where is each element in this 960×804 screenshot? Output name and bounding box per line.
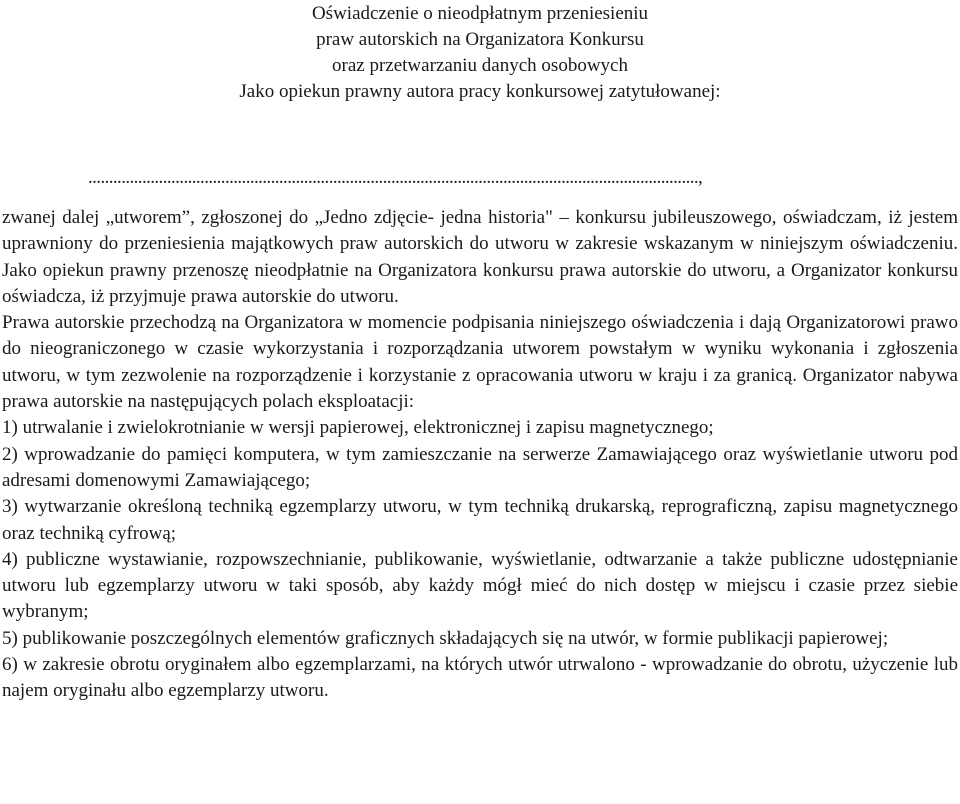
list-item-field-2: 2) wprowadzanie do pamięci komputera, w tym zamieszczanie na serwerze Zamawiającego oraz wyświetlanie utworu pod adresami domenowymi Zamawiającego;: [2, 443, 958, 491]
title-line-3: oraz przetwarzaniu danych osobowych: [332, 55, 628, 76]
paragraph-rights-transfer: Prawa autorskie przechodzą na Organizatora w momencie podpisania niniejszego oświadczenia i dają Organizatorowi prawo do nieograniczonego w czasie wykorzystania i rozporządzania utworem powstałym w wyniku wykonania i zgłoszenia utworu, w tym zezwolenie na rozporządzenie i korzystanie z opracowania utworu w kraju i za granicą. Organizator nabywa prawa autorskie na następujących polach eksploatacji:: [2, 312, 958, 413]
title-line-1: Oświadczenie o nieodpłatnym przeniesieniu: [311, 3, 649, 24]
work-title-blank-line: ...................................................................................................................................................,: [88, 167, 703, 188]
list-item-field-3: 3) wytwarzanie określoną techniką egzemplarzy utworu, w tym techniką drukarską, reprograficzną, zapisu magnetycznego oraz techniką cyfrową;: [2, 496, 958, 544]
title-line-4: Jako opiekun prawny autora pracy konkursowej zatytułowanej:: [239, 81, 721, 102]
title-line-2: praw autorskich na Organizatora Konkursu: [316, 29, 644, 50]
list-item-field-1: 1) utrwalanie i zwielokrotnianie w wersji papierowej, elektronicznej i zapisu magnetycznego;: [2, 417, 714, 439]
list-item-field-6: 6) w zakresie obrotu oryginałem albo egzemplarzami, na których utwór utrwalono - wprowadzanie do obrotu, użyczenie lub najem oryginału albo egzemplarzy utworu.: [2, 654, 958, 702]
list-item-field-5: 5) publikowanie poszczególnych elementów graficznych składających się na utwór, w formie publikacji papierowej;: [2, 627, 889, 649]
document-body: [2, 205, 958, 705]
document-title: [0, 0, 960, 105]
paragraph-declaration: zwanej dalej „utworem”, zgłoszonej do „Jedno zdjęcie- jedna historia" – konkursu jubileuszowego, oświadczam, iż jestem uprawniony do przeniesienia majątkowych praw autorskich do utworu w zakresie wskazanym w niniejszym oświadczeniu. Jako opiekun prawny przenoszę nieodpłatnie na Organizatora konkursu prawa autorskie do utworu, a Organizator konkursu oświadcza, iż przyjmuje prawa autorskie do utworu.: [2, 207, 958, 307]
list-item-field-4: 4) publiczne wystawianie, rozpowszechnianie, publikowanie, wyświetlanie, odtwarzanie a także publiczne udostępnianie utworu lub egzemplarzy utworu w taki sposób, aby każdy mógł mieć do nich dostęp w miejscu i czasie przez siebie wybranym;: [2, 548, 958, 623]
